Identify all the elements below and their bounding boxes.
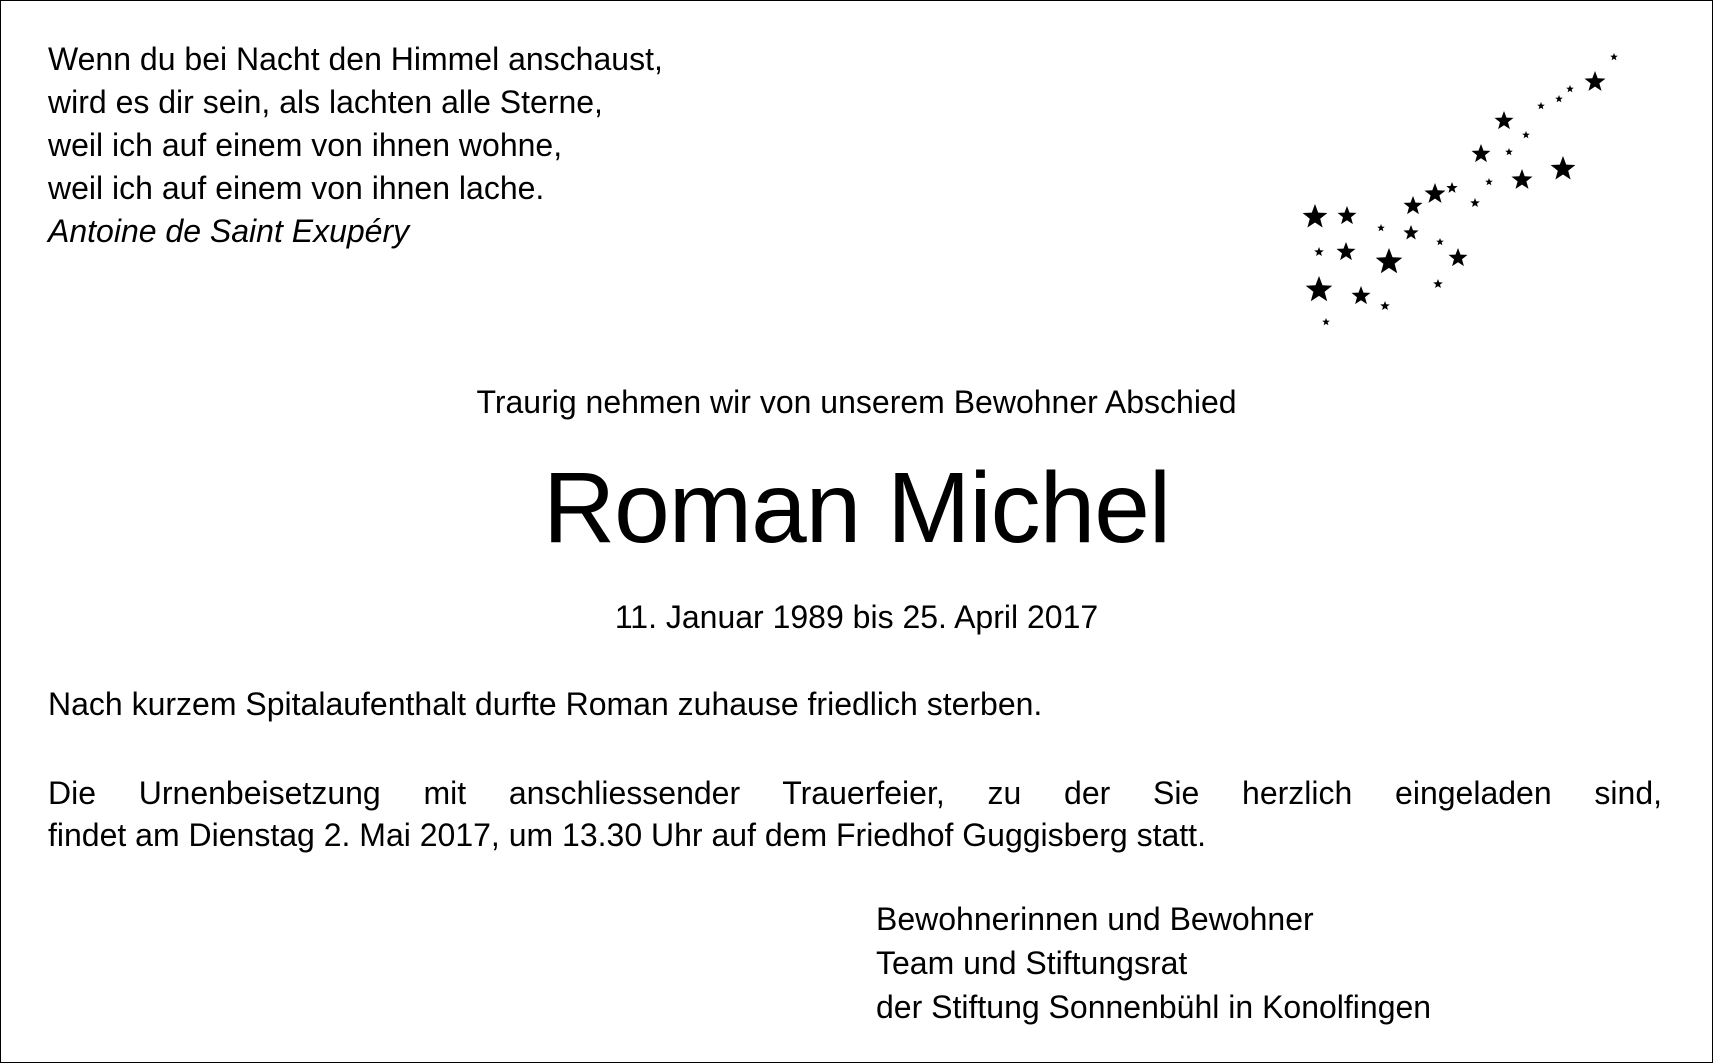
ceremony-paragraph: [48, 772, 1662, 856]
star-icon: [1555, 95, 1563, 102]
star-icon: [1436, 238, 1444, 245]
star-icon: [1522, 131, 1530, 138]
star-icon: [1306, 276, 1333, 301]
star-icon: [1352, 286, 1371, 304]
star-icon: [1610, 53, 1618, 60]
poem-block: [48, 38, 663, 253]
star-icon: [1551, 156, 1576, 180]
signature-line: Bewohnerinnen und Bewohner: [876, 901, 1314, 937]
star-icon: [1505, 148, 1513, 155]
star-icon: [1314, 247, 1324, 256]
star-icon: [1470, 198, 1480, 207]
deceased-name: Roman Michel: [542, 452, 1171, 564]
signature-block: [876, 897, 1431, 1029]
star-icon: [1485, 178, 1493, 185]
star-icon: [1403, 225, 1418, 240]
life-dates: 11. Januar 1989 bis 25. April 2017: [614, 599, 1099, 635]
star-icon: [1338, 206, 1357, 224]
signature-line: Team und Stiftungsrat: [876, 945, 1188, 981]
poem-line: weil ich auf einem von ihnen lache.: [48, 170, 545, 206]
star-icon: [1446, 182, 1457, 193]
star-icon: [1472, 144, 1491, 162]
star-icon: [1404, 196, 1423, 214]
intro-text: Traurig nehmen wir von unserem Bewohner Abschied: [476, 384, 1237, 420]
ceremony-line: Die Urnenbeisetzung mit anschliessender Trauerfeier, zu der Sie herzlich eingeladen sind,: [48, 775, 1662, 811]
star-icon: [1322, 318, 1330, 325]
poem-line: weil ich auf einem von ihnen wohne,: [48, 127, 563, 163]
poem-line: Wenn du bei Nacht den Himmel anschaust,: [48, 41, 663, 77]
stars-icon: [1270, 40, 1630, 360]
signature-line: der Stiftung Sonnenbühl in Konolfingen: [876, 989, 1432, 1025]
star-icon: [1337, 242, 1356, 260]
ceremony-line: findet am Dienstag 2. Mai 2017, um 13.30 Uhr auf dem Friedhof Guggisberg statt.: [48, 817, 1206, 853]
star-icon: [1585, 71, 1606, 91]
star-icon: [1376, 248, 1403, 273]
star-icon: [1433, 279, 1443, 288]
star-icon: [1566, 85, 1574, 92]
star-icon: [1537, 102, 1545, 109]
star-icon: [1303, 204, 1328, 228]
star-icon: [1449, 248, 1468, 266]
poem-line: wird es dir sein, als lachten alle Sterne,: [48, 84, 603, 120]
star-icon: [1495, 111, 1514, 129]
star-icon: [1425, 183, 1446, 203]
star-icon: [1377, 224, 1385, 231]
death-notice-paragraph: Nach kurzem Spitalaufenthalt durfte Roman zuhause friedlich sterben.: [48, 686, 1043, 722]
star-icon: [1512, 169, 1533, 189]
poem-author: Antoine de Saint Exupéry: [48, 213, 410, 249]
star-icon: [1380, 301, 1390, 310]
